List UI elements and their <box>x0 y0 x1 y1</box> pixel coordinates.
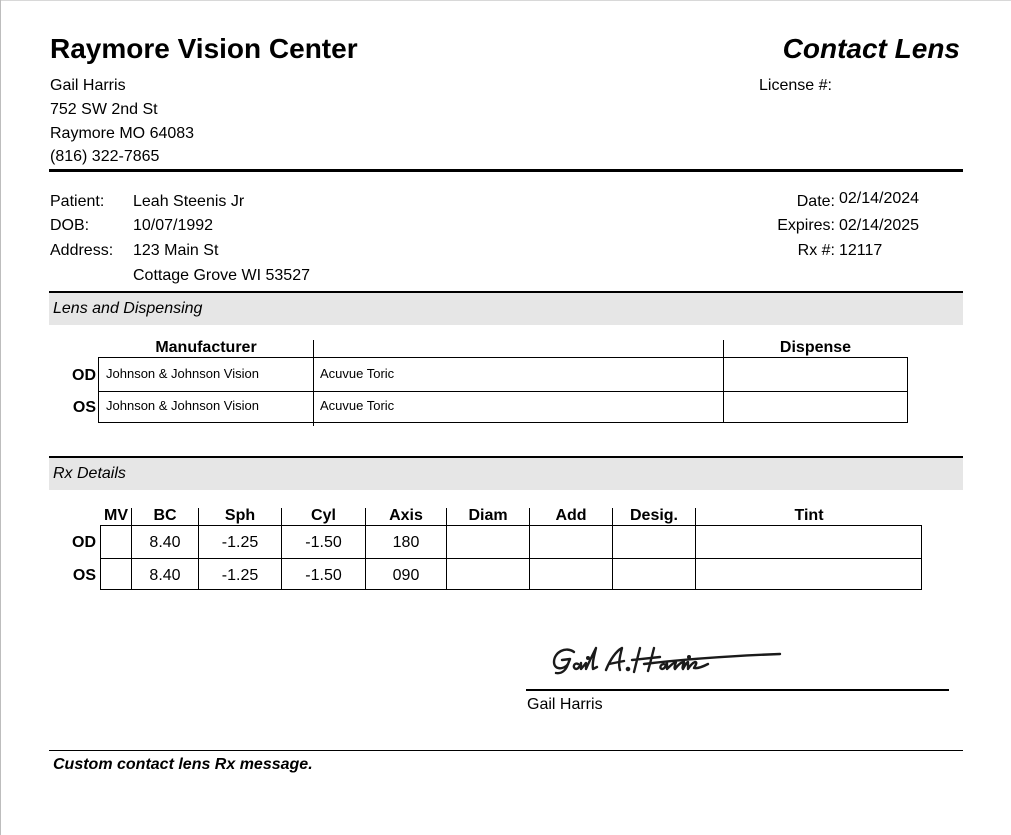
footer-divider <box>49 750 963 751</box>
signature-stroke <box>587 657 589 659</box>
rx-grid-line <box>695 508 696 590</box>
rx-grid-line <box>100 558 922 559</box>
lens-os-product: Acuvue Toric <box>320 398 395 413</box>
document-title: Contact Lens <box>782 33 960 64</box>
lens-section-header: Lens and Dispensing <box>49 293 963 325</box>
signature-stroke <box>688 656 690 658</box>
rx-col-axis: Axis <box>389 507 423 524</box>
doctor-name: Gail Harris <box>50 77 126 94</box>
rx-row-os-label: OS <box>72 567 96 584</box>
rx-col-cyl: Cyl <box>311 507 336 524</box>
practice-city-state-zip: Raymore MO 64083 <box>50 125 195 142</box>
rx-os-cyl: -1.50 <box>305 567 342 584</box>
lens-od-manufacturer: Johnson & Johnson Vision <box>106 366 259 381</box>
patient-name: Leah Steenis Jr <box>133 193 245 210</box>
rx-number-label: Rx #: <box>797 242 835 259</box>
rx-col-tint: Tint <box>794 507 824 524</box>
signature-image <box>548 640 784 680</box>
practice-phone: (816) 322-7865 <box>50 148 160 165</box>
lens-row-od-label: OD <box>72 367 96 384</box>
rx-od-axis: 180 <box>392 534 420 551</box>
lens-grid-line <box>98 357 908 358</box>
lens-grid-line <box>723 340 724 423</box>
rx-col-desig: Desig. <box>629 507 678 524</box>
rx-section-header: Rx Details <box>49 458 963 490</box>
lens-row-os-label: OS <box>72 399 96 416</box>
rx-grid-line <box>529 508 530 590</box>
signature-stroke <box>644 654 780 664</box>
signature-stroke <box>574 648 597 669</box>
rx-grid-line <box>921 525 922 590</box>
signature-stroke <box>627 668 629 670</box>
rx-col-bc: BC <box>153 507 177 524</box>
dob-value: 10/07/1992 <box>133 217 214 234</box>
rx-grid-line <box>446 508 447 590</box>
rx-row-od-label: OD <box>72 534 96 551</box>
dispense-column-header: Dispense <box>779 339 852 356</box>
rx-od-bc: 8.40 <box>149 534 181 551</box>
rx-grid-line <box>100 525 101 590</box>
lens-od-product: Acuvue Toric <box>320 366 395 381</box>
rx-os-axis: 090 <box>392 567 420 584</box>
signer-name: Gail Harris <box>527 696 603 713</box>
practice-street: 752 SW 2nd St <box>50 101 158 118</box>
rx-col-diam: Diam <box>468 507 508 524</box>
address-line1: 123 Main St <box>133 242 219 259</box>
page-left-edge <box>0 0 1 835</box>
dob-label: DOB: <box>50 217 90 234</box>
date-value: 02/14/2024 <box>839 190 920 207</box>
manufacturer-column-header: Manufacturer <box>155 339 257 356</box>
expires-label: Expires: <box>777 217 835 234</box>
rx-col-sph: Sph <box>224 507 256 524</box>
footer-message: Custom contact lens Rx message. <box>53 756 313 773</box>
lens-os-manufacturer: Johnson & Johnson Vision <box>106 398 259 413</box>
rx-col-mv: MV <box>104 507 128 524</box>
expires-value: 02/14/2025 <box>839 217 920 234</box>
rx-number-value: 12117 <box>839 242 883 259</box>
rx-grid-line <box>100 525 922 526</box>
practice-name: Raymore Vision Center <box>50 33 358 64</box>
signature-stroke <box>554 650 574 669</box>
address-label: Address: <box>50 242 114 259</box>
rx-grid-line <box>612 508 613 590</box>
signature-stroke <box>606 648 624 670</box>
address-line2: Cottage Grove WI 53527 <box>133 267 310 284</box>
page-top-edge <box>0 0 1011 1</box>
rx-od-sph: -1.25 <box>221 534 259 551</box>
patient-label: Patient: <box>50 193 105 210</box>
date-label: Date: <box>796 193 835 210</box>
signature-stroke <box>660 662 708 669</box>
rx-col-add: Add <box>555 507 587 524</box>
rx-os-bc: 8.40 <box>149 567 181 584</box>
lens-grid-line <box>907 357 908 423</box>
lens-grid-line <box>98 422 908 423</box>
rx-grid-line <box>100 589 922 590</box>
header-divider <box>49 169 963 172</box>
license-label: License #: <box>759 77 832 94</box>
rx-os-sph: -1.25 <box>221 567 259 584</box>
signature-line <box>526 689 949 691</box>
rx-od-cyl: -1.50 <box>305 534 342 551</box>
signature-stroke <box>632 648 660 672</box>
